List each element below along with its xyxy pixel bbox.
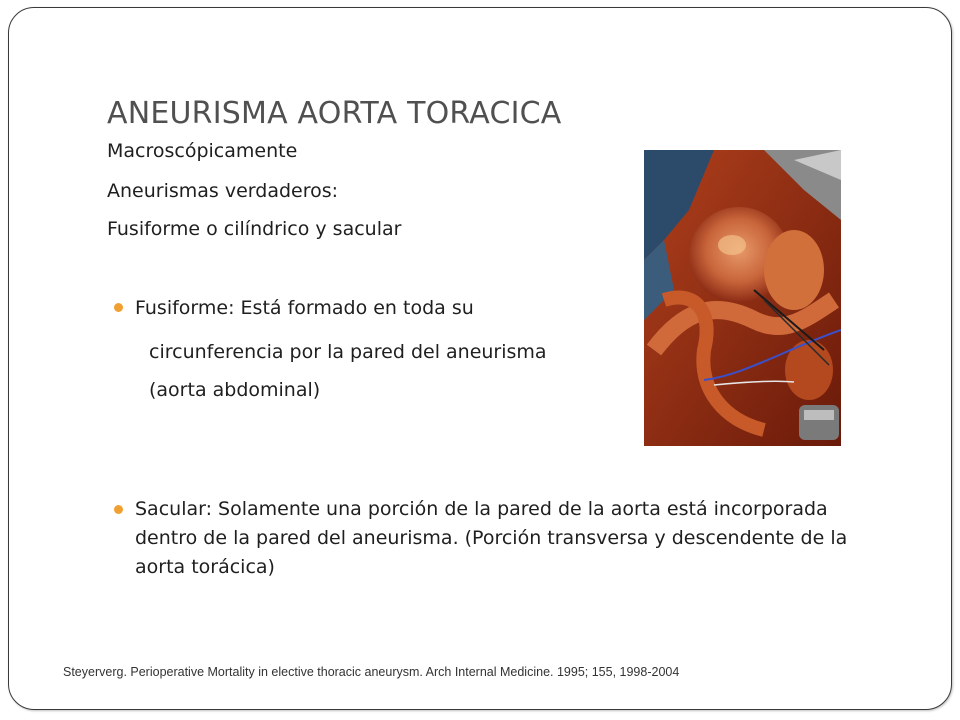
surgical-aneurysm-photo xyxy=(644,150,841,446)
bullet-fusiforme-line3: (aorta abdominal) xyxy=(149,379,321,401)
subtitle-macroscopicamente: Macroscópicamente xyxy=(107,140,298,162)
bullet-fusiforme-line1: Fusiforme: Está formado en toda su xyxy=(135,297,474,319)
bullet-fusiforme-line2: circunferencia por la pared del aneurisma xyxy=(149,341,547,363)
slide-title: ANEURISMA AORTA TORACICA xyxy=(107,96,562,131)
bullet-sacular-text: Sacular: Solamente una porción de la pared de la aorta está incorporada dentro de la pared del aneurisma. (Porción transversa y descendente de la aorta torácica) xyxy=(135,498,848,578)
surgical-photo-graphic xyxy=(644,150,841,446)
subtitle-aneurismas-verdaderos: Aneurismas verdaderos: xyxy=(107,180,339,202)
bullet-marker-sacular xyxy=(114,505,123,514)
bullet-marker-fusiforme xyxy=(114,303,123,312)
citation-reference: Steyerverg. Perioperative Mortality in elective thoracic aneurysm. Arch Internal Medicine. 1995; 155, 1998-2004 xyxy=(63,665,680,679)
subtitle-fusiforme-sacular: Fusiforme o cilíndrico y sacular xyxy=(107,218,402,240)
